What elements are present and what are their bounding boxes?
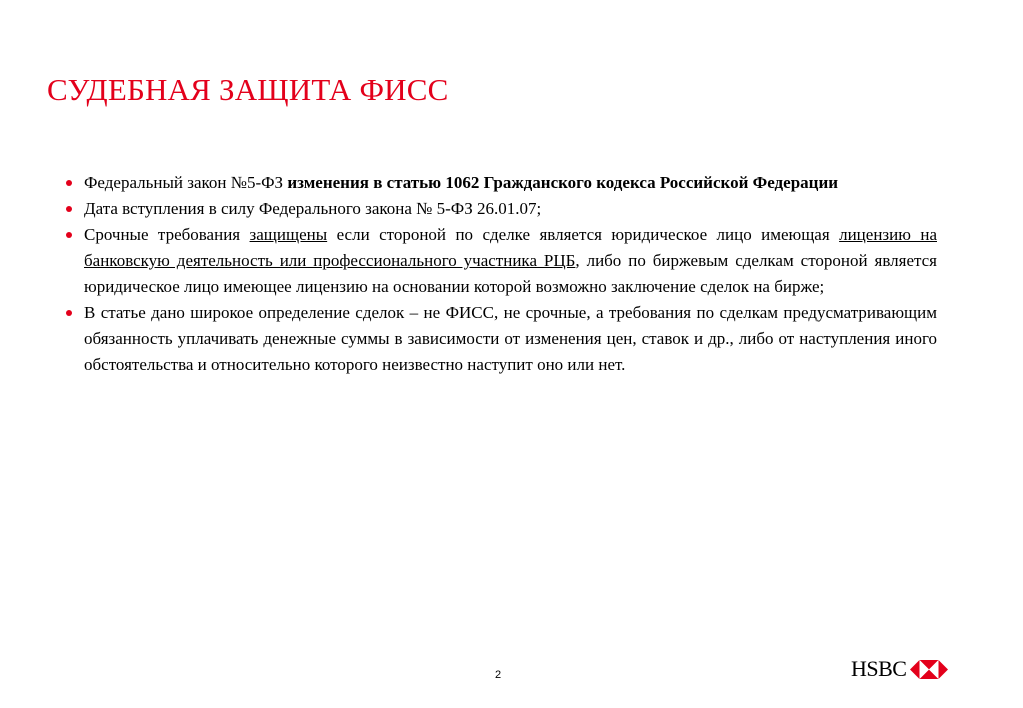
bullet-text: Федеральный закон №5-ФЗ xyxy=(84,173,288,192)
page-number: 2 xyxy=(495,669,502,681)
bullet-item xyxy=(66,170,937,196)
logo-text: HSBC xyxy=(851,656,907,681)
slide-title: СУДЕБНАЯ ЗАЩИТА ФИСС xyxy=(47,72,449,107)
bullet-text-bold: изменения в статью 1062 Гражданского кодекса Российской Федерации xyxy=(287,173,839,192)
bullet-text: Дата вступления в силу Федерального закона № 5-ФЗ 26.01.07; xyxy=(84,199,542,218)
bullet-dot-icon xyxy=(66,310,72,316)
bullet-text-underlined: лицензию на банковскую деятельность или профессионального участника РЦБ xyxy=(84,225,937,270)
bullet-item xyxy=(66,300,937,378)
bullet-text-underlined: защищены xyxy=(249,225,328,244)
bullet-text: В статье дано широкое определение сделок – не ФИСС, не срочные, а требования по сделкам предусматривающим обязанность уплачивать денежные суммы в зависимости от изменения цен, ставок и др., либо от наступления иного обстоятельства и относительно которого неизвестно наступит оно или нет. xyxy=(84,303,937,374)
bullet-dot-icon xyxy=(66,232,72,238)
bullet-text: Срочные требования xyxy=(84,225,250,244)
hsbc-hexagon-icon xyxy=(910,660,948,679)
bullet-list xyxy=(66,170,937,378)
bullet-item xyxy=(66,222,937,300)
bullet-dot-icon xyxy=(66,206,72,212)
bullet-item xyxy=(66,196,937,222)
bullet-text: , либо по биржевым сделкам стороной является юридическое лицо имеющее лицензию на основании которой возможно заключение сделок на бирже; xyxy=(84,251,937,296)
hsbc-logo xyxy=(851,656,948,682)
bullet-dot-icon xyxy=(66,180,72,186)
bullet-text: если стороной по сделке является юридическое лицо имеющая xyxy=(327,225,840,244)
